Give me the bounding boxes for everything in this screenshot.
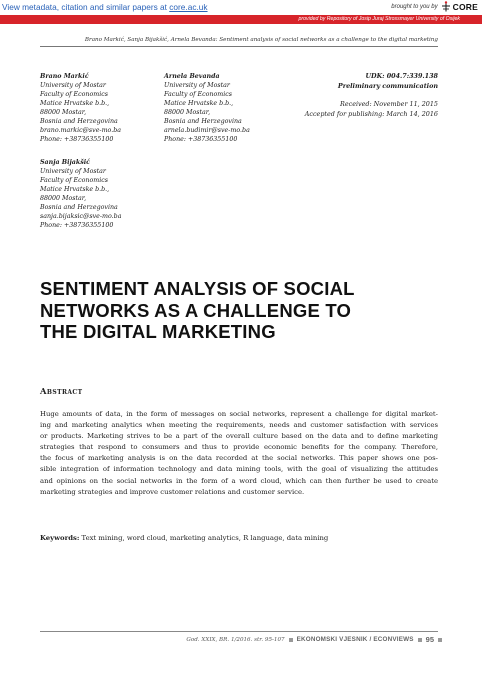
page-footer — [186, 635, 442, 644]
accepted-date: Accepted for publishing: March 14, 2016 — [304, 109, 438, 118]
received-date: Received: November 11, 2015 — [340, 100, 438, 108]
footer-journal: EKONOMSKI VJESNIK / ECONVIEWS — [296, 636, 414, 643]
author-affiliation-line: Bosnia and Herzegovina — [40, 118, 118, 125]
square-bullet-icon — [289, 638, 293, 642]
brought-by-label: brought to you by — [391, 3, 438, 10]
provided-by-bar: provided by Repository of Josip Juraj Strossmayer University of Osijek — [0, 15, 482, 24]
page-number: 95 — [425, 635, 434, 644]
author-phone: Phone: +38736355100 — [164, 136, 238, 143]
author-email: arnela.budimir@sve-mo.ba — [164, 127, 250, 134]
running-head: Brano Markić, Sanja Bijakšić, Arnela Bevanda: Sentiment analysis of social networks as a challenge to the digital marketing — [84, 37, 438, 43]
core-metadata-label: View metadata, citation and similar papers at — [2, 2, 170, 12]
author-affiliation-line: 88000 Mostar, — [164, 109, 211, 116]
author-affiliation-line: Matice Hrvatske b.b., — [40, 100, 110, 107]
author-affiliation-line: Bosnia and Herzegovina — [164, 118, 242, 125]
author-block-1 — [40, 72, 121, 144]
author-affiliation-line: University of Mostar — [40, 82, 106, 89]
keywords — [40, 534, 328, 542]
title-line: THE DIGITAL MARKETING — [40, 321, 276, 342]
abstract-line: or products. Marketing strives to be a part of the overall culture based on the data and to define marketing — [40, 432, 438, 441]
core-logo-icon — [441, 1, 451, 12]
author-affiliation-line: University of Mostar — [40, 168, 106, 175]
square-bullet-icon — [438, 638, 442, 642]
author-name: Arnela Bevanda — [164, 73, 220, 80]
square-bullet-icon — [418, 638, 422, 642]
core-logo-word: CORE — [452, 1, 478, 12]
author-affiliation-line: 88000 Mostar, — [40, 195, 87, 202]
abstract-body — [40, 409, 438, 498]
abstract-line: strategies that respond to consumers and thus to provide economic benefits for the company. Therefore, — [40, 443, 438, 452]
udk-code: UDK: 004.7:339.138 — [365, 72, 438, 80]
author-block-2 — [164, 72, 250, 144]
abstract-line: and opinions on the social networks in the form of a word cloud, which can then further be used to create — [40, 476, 438, 485]
abstract-line: ing and marketing analytics when meeting the requirements, needs and customer satisfaction with services — [40, 421, 438, 430]
paper-meta — [305, 72, 438, 119]
core-link[interactable]: core.ac.uk — [169, 2, 208, 12]
meta-spacer — [305, 91, 438, 100]
core-banner — [0, 0, 482, 15]
title-line: SENTIMENT ANALYSIS OF SOCIAL — [40, 278, 355, 299]
author-affiliation-line: Faculty of Economics — [164, 91, 233, 98]
keywords-text: Text mining, word cloud, marketing analytics, R language, data mining — [79, 534, 329, 542]
author-affiliation-line: University of Mostar — [164, 82, 230, 89]
abstract-line: marketing strategies and improve customer relations and customer service. — [40, 487, 305, 496]
author-affiliation-line: Matice Hrvatske b.b., — [40, 186, 110, 193]
author-email: sanja.bijaksic@sve-mo.ba — [40, 213, 122, 220]
core-brand[interactable] — [391, 1, 478, 12]
author-name: Brano Markić — [40, 73, 89, 80]
core-metadata-text — [2, 2, 208, 12]
author-phone: Phone: +38736355100 — [40, 222, 114, 229]
author-email: brano.markic@sve-mo.ba — [40, 127, 122, 134]
abstract-line: the focus of marketing analysis is on the data recorded at the social networks. This paper shows one pos- — [40, 454, 438, 463]
paper-title — [40, 278, 440, 343]
author-phone: Phone: +38736355100 — [40, 136, 114, 143]
header-divider — [40, 46, 438, 47]
abstract-heading: Abstract — [40, 386, 83, 396]
footer-divider — [40, 631, 438, 632]
core-logo — [441, 1, 478, 12]
author-name: Sanja Bijakšić — [40, 159, 90, 166]
author-affiliation-line: Matice Hrvatske b.b., — [164, 100, 234, 107]
author-affiliation-line: Faculty of Economics — [40, 177, 109, 184]
paper-category: Preliminary communication — [337, 81, 438, 90]
author-block-3 — [40, 158, 121, 230]
abstract-line: Huge amounts of data, in the form of messages on social networks, represent a challenge for digital market- — [40, 410, 438, 418]
abstract-line: sible integration of information technology and data mining tools, with the goal of visualizing the attitudes — [40, 465, 438, 474]
footer-citation: God. XXIX, BR. 1/2016. str. 95-107 — [186, 636, 285, 643]
author-affiliation-line: Faculty of Economics — [40, 91, 109, 98]
author-affiliation-line: 88000 Mostar, — [40, 109, 87, 116]
title-line: NETWORKS AS A CHALLENGE TO — [40, 299, 352, 321]
author-affiliation-line: Bosnia and Herzegovina — [40, 204, 118, 211]
keywords-label: Keywords: — [40, 534, 80, 542]
